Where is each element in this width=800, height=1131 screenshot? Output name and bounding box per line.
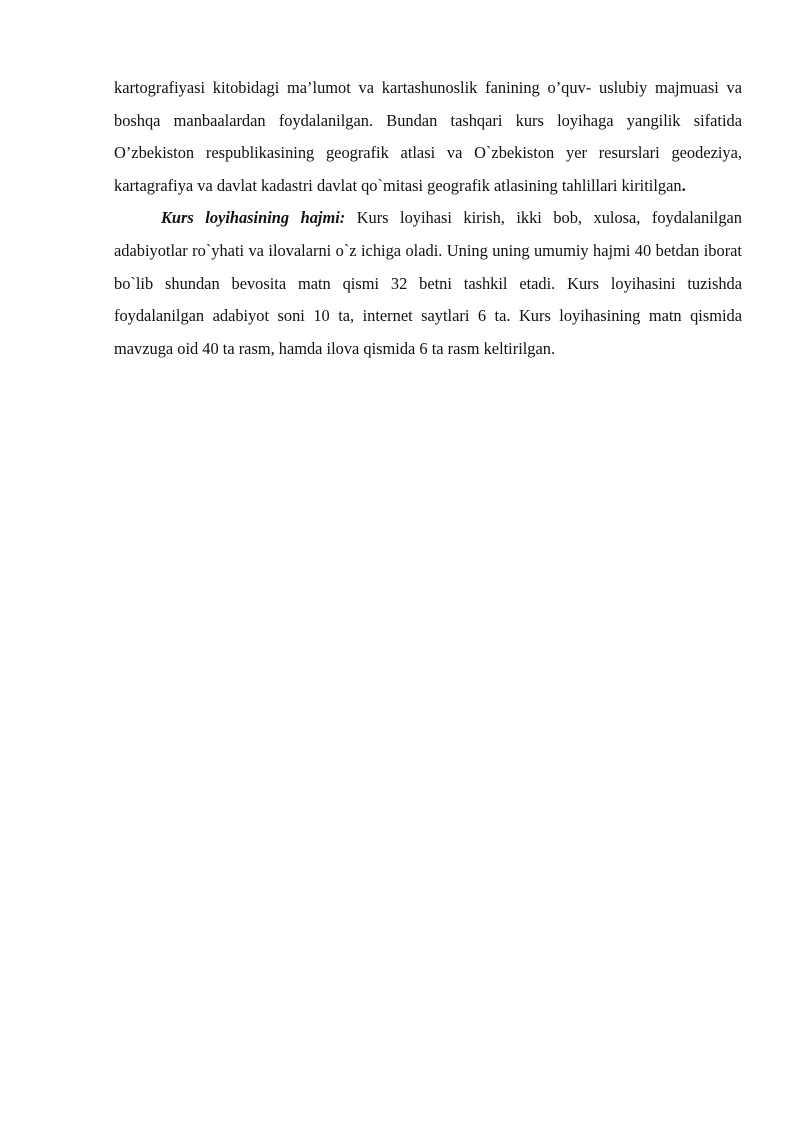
paragraph-sources [114, 72, 742, 202]
paragraph-volume [114, 202, 742, 365]
paragraph-sources-text: kartografiyasi kitobidagi ma’lumot va kartashunoslik fanining o’quv- uslubiy majmuasi va boshqa manbaalardan foydalanilgan. Bundan tashqari kurs loyihaga yangilik sifatida O’zbekiston respublikasining geografik atlasi va O`zbekiston yer resurslari geodeziya, kartagrafiya va davlat kadastri davlat qo`mitasi geografik atlasining tahlillari kiritilgan [114, 78, 742, 195]
paragraph-volume-text: Kurs loyihasi kirish, ikki bob, xulosa, foydalanilgan adabiyotlar ro`yhati va ilovalarni o`z ichiga oladi. Uning uning umumiy hajmi 40 betdan iborat bo`lib shundan bevosita matn qismi 32 betni tashkil etadi. Kurs loyihasini tuzishda foydalanilgan adabiyot soni 10 ta, internet saytlari 6 ta. Kurs loyihasining matn qismida mavzuga oid 40 ta rasm, hamda ilova qismida 6 ta rasm keltirilgan. [114, 208, 742, 358]
body-text [114, 72, 742, 365]
paragraph-sources-end-mark: . [681, 175, 686, 195]
paragraph-volume-heading: Kurs loyihasining hajmi: [161, 208, 346, 228]
